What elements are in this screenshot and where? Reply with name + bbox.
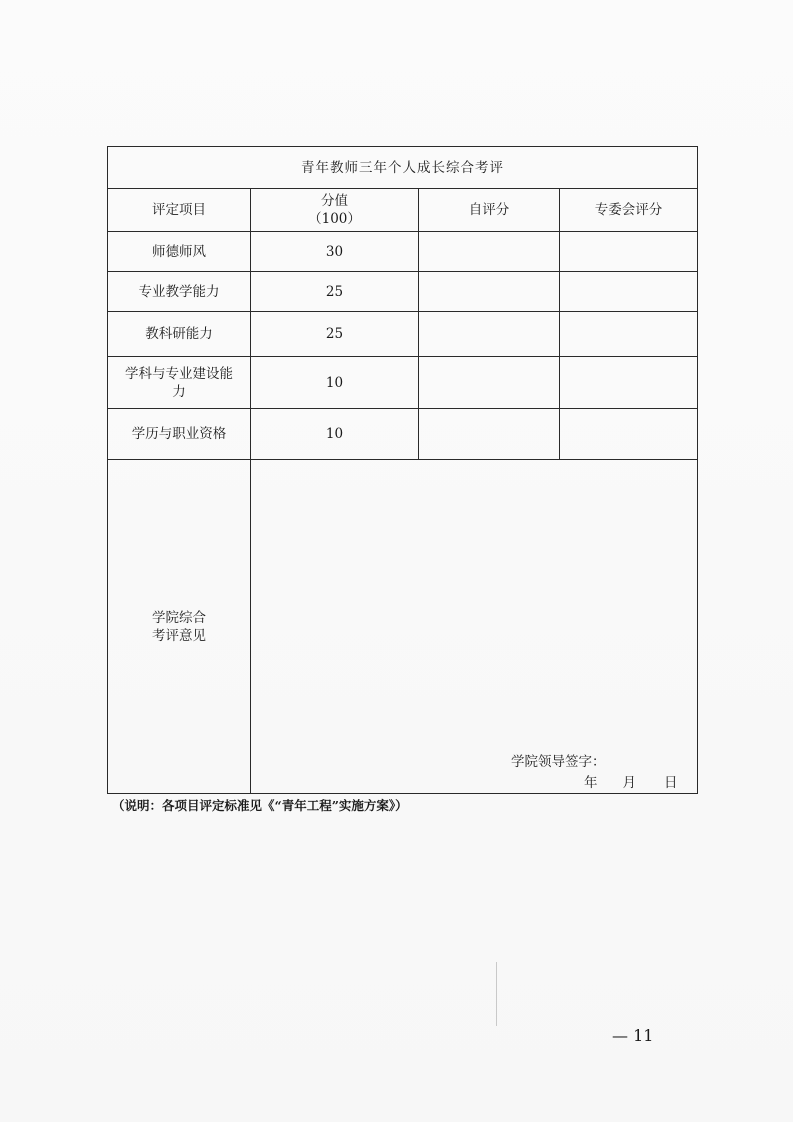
leader-signature-label: 学院领导签字： (511, 754, 606, 770)
table-row (108, 409, 698, 460)
row-score: 10 (251, 409, 419, 460)
table-row (108, 312, 698, 357)
opinion-content-area[interactable] (251, 460, 698, 794)
committee-score-cell[interactable] (560, 312, 698, 357)
row-item: 教科研能力 (108, 312, 251, 357)
committee-score-cell[interactable] (560, 272, 698, 312)
date-line (584, 774, 678, 792)
row-score: 25 (251, 272, 419, 312)
row-score: 10 (251, 357, 419, 409)
header-self-score: 自评分 (419, 189, 560, 232)
row-item-line1: 学科与专业建设能 (125, 365, 233, 382)
table-title: 青年教师三年个人成长综合考评 (108, 147, 698, 189)
self-score-cell[interactable] (419, 357, 560, 409)
footnote: （说明：各项目评定标准见《“青年工程”实施方案》） (112, 798, 408, 813)
row-score: 30 (251, 232, 419, 272)
row-item: 师德师风 (108, 232, 251, 272)
row-item: 学历与职业资格 (108, 409, 251, 460)
opinion-label-line2: 考评意见 (152, 627, 206, 644)
table-header-row (108, 189, 698, 232)
evaluation-table (107, 146, 698, 794)
table-row (108, 232, 698, 272)
committee-score-cell[interactable] (560, 357, 698, 409)
committee-score-cell[interactable] (560, 232, 698, 272)
scan-fold-line (496, 962, 497, 1026)
header-item: 评定项目 (108, 189, 251, 232)
row-item (108, 357, 251, 409)
table-row (108, 272, 698, 312)
header-score-label: 分值 (321, 193, 348, 209)
table-row (108, 357, 698, 409)
header-score-total: （100） (308, 211, 361, 227)
opinion-label-line1: 学院综合 (152, 609, 206, 626)
date-month: 月 (622, 775, 636, 791)
row-score: 25 (251, 312, 419, 357)
self-score-cell[interactable] (419, 409, 560, 460)
page-number: — 11 (612, 1026, 654, 1045)
self-score-cell[interactable] (419, 272, 560, 312)
row-item: 专业教学能力 (108, 272, 251, 312)
self-score-cell[interactable] (419, 312, 560, 357)
opinion-label (108, 460, 251, 794)
opinion-row (108, 460, 698, 794)
self-score-cell[interactable] (419, 232, 560, 272)
row-item-line2: 力 (172, 383, 186, 400)
date-year: 年 (584, 775, 598, 791)
header-score (251, 189, 419, 232)
date-day: 日 (664, 775, 678, 791)
committee-score-cell[interactable] (560, 409, 698, 460)
header-committee-score: 专委会评分 (560, 189, 698, 232)
